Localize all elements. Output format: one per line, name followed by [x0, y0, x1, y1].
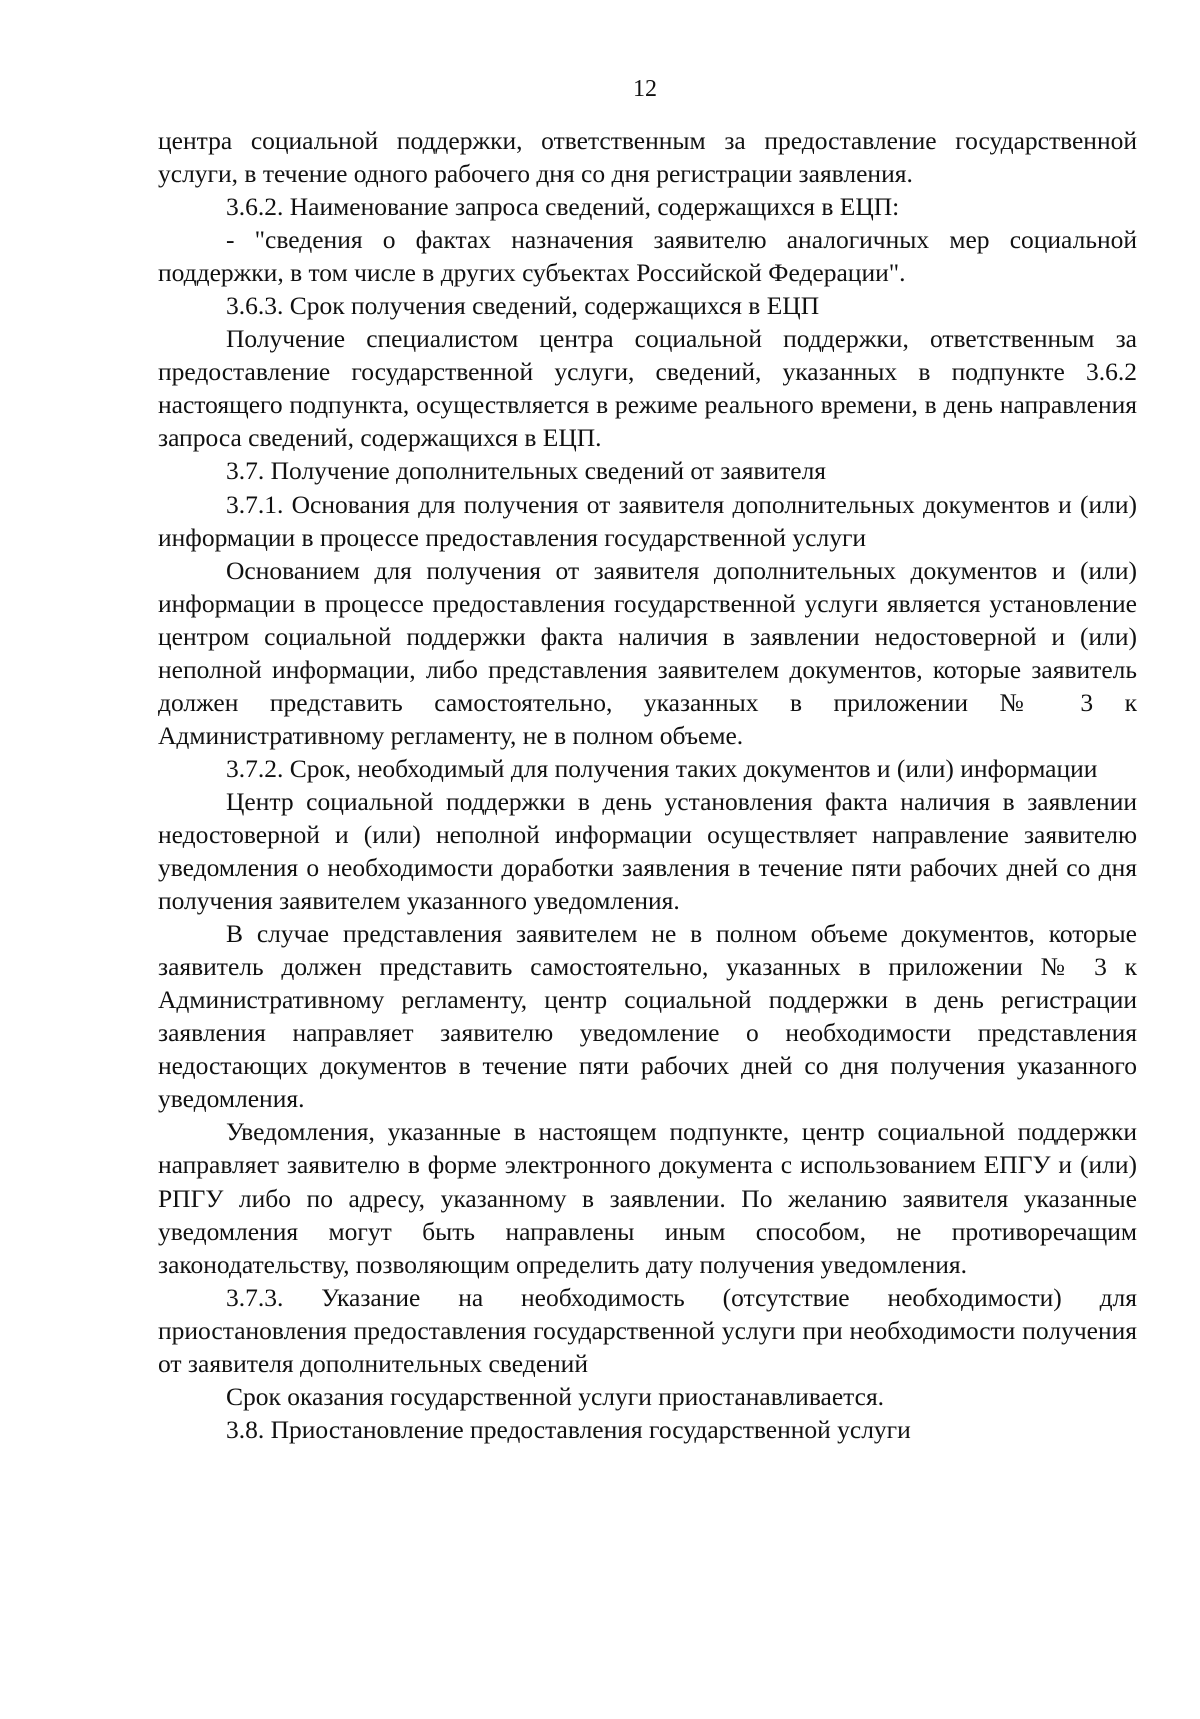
page-number: 12 — [633, 76, 657, 102]
paragraph-3-6-2-item: - "сведения о фактах назначения заявителю аналогичных мер социальной поддержки, в том числе в других субъектах Российской Федерации". — [158, 225, 1137, 288]
paragraph-3-6-2-heading: 3.6.2. Наименование запроса сведений, содержащихся в ЕЦП: — [226, 192, 900, 222]
paragraph-continuation: центра социальной поддержки, ответственным за предоставление государственной услуги, в течение одного рабочего дня со дня регистрации заявления. — [158, 126, 1137, 189]
paragraph-3-7-3-body: Срок оказания государственной услуги приостанавливается. — [226, 1381, 885, 1411]
paragraph-3-7-1-heading: 3.7.1. Основания для получения от заявителя дополнительных документов и (или) информации в процессе предоставления государственной услуги — [158, 489, 1137, 552]
paragraph-incomplete-documents: В случае представления заявителем не в полном объеме документов, которые заявитель должен представить самостоятельно, указанных в приложении № 3 к Административному регламенту, центр социальной поддержки в день регистрации заявления направляет заявителю уведомление о необходимости представления недостающих документов в течение пяти рабочих дней со дня получения указанного уведомления. — [158, 919, 1137, 1114]
paragraph-3-7-3-heading: 3.7.3. Указание на необходимость (отсутствие необходимости) для приостановления предоставления государственной услуги при необходимости получения от заявителя дополнительных сведений — [158, 1282, 1137, 1378]
paragraph-3-8-heading: 3.8. Приостановление предоставления государственной услуги — [226, 1414, 911, 1444]
paragraph-3-6-3-heading: 3.6.3. Срок получения сведений, содержащихся в ЕЦП — [226, 291, 820, 321]
paragraph-notifications: Уведомления, указанные в настоящем подпункте, центр социальной поддержки направляет заявителю в форме электронного документа с использованием ЕПГУ и (или) РПГУ либо по адресу, указанному в заявлении. По желанию заявителя указанные уведомления могут быть направлены иным способом, не противоречащим законодательству, позволяющим определить дату получения уведомления. — [158, 1117, 1137, 1279]
paragraph-3-6-3-body: Получение специалистом центра социальной поддержки, ответственным за предоставление государственной услуги, сведений, указанных в подпункте 3.6.2 настоящего подпункта, осуществляется в режиме реального времени, в день направления запроса сведений, содержащихся в ЕЦП. — [158, 324, 1137, 453]
paragraph-3-7-1-body: Основанием для получения от заявителя дополнительных документов и (или) информации в процессе предоставления государственной услуги является установление центром социальной поддержки факта наличия в заявлении недостоверной и (или) неполной информации, либо представления заявителем документов, которые заявитель должен представить самостоятельно, указанных в приложении № 3 к Административному регламенту, не в полном объеме. — [158, 555, 1137, 750]
paragraph-3-7-2-body: Центр социальной поддержки в день установления факта наличия в заявлении недостоверной и (или) неполной информации осуществляет направление заявителю уведомления о необходимости доработки заявления в течение пяти рабочих дней со дня получения заявителем указанного уведомления. — [158, 786, 1137, 916]
paragraph-3-7-heading: 3.7. Получение дополнительных сведений от заявителя — [226, 456, 827, 486]
document-body — [158, 124, 1137, 1446]
paragraph-3-7-2-heading: 3.7.2. Срок, необходимый для получения таких документов и (или) информации — [226, 753, 1098, 783]
